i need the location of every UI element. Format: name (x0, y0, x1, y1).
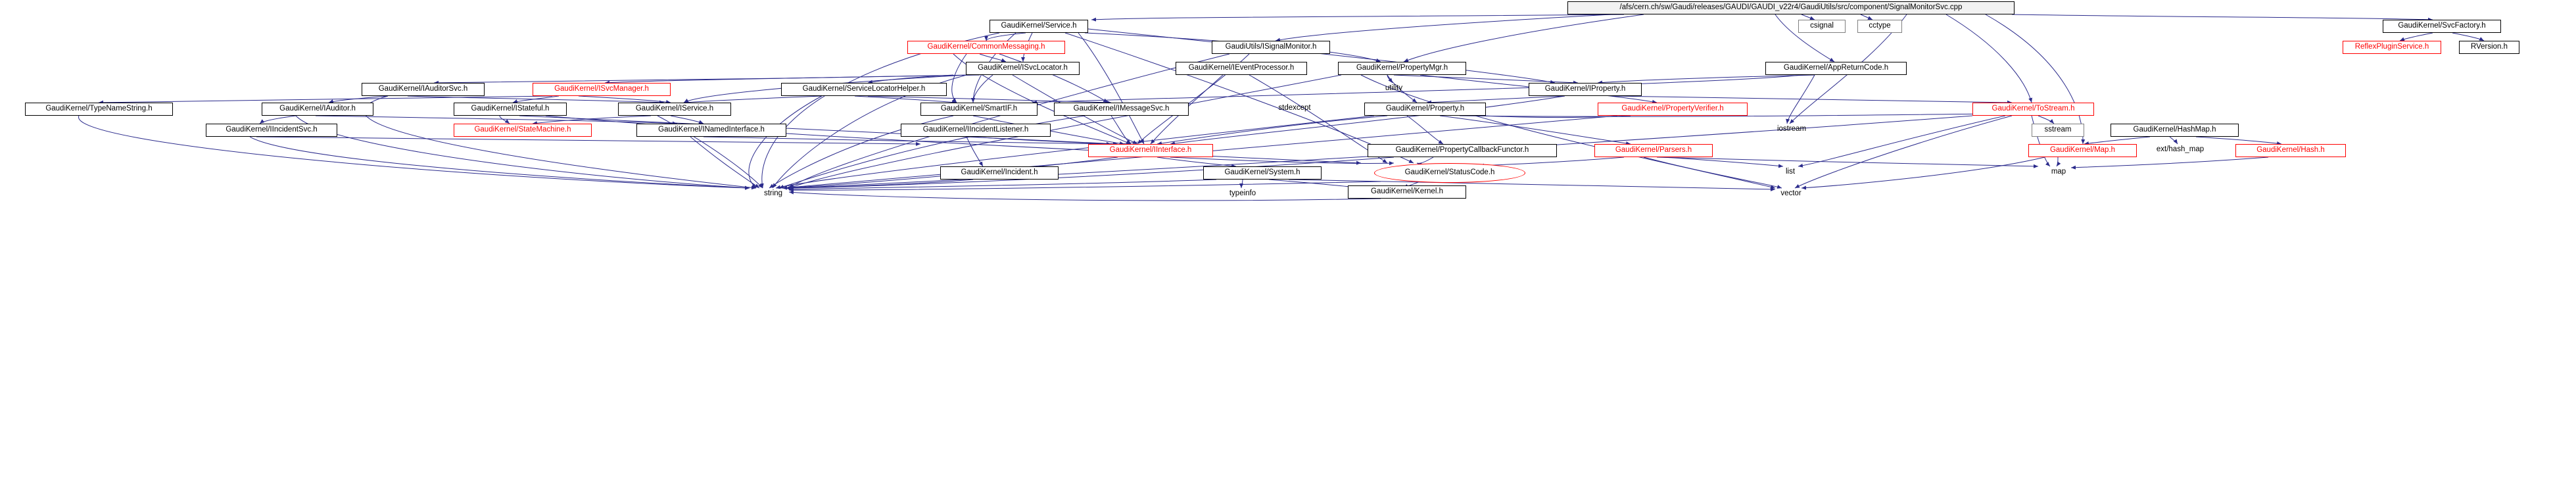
node-label: GaudiKernel/Service.h (1001, 22, 1077, 30)
node-service-h[interactable] (990, 20, 1088, 33)
node-label: string (763, 189, 783, 198)
node-label: ReflexPluginService.h (2354, 43, 2429, 51)
node-stdexcept[interactable] (1269, 103, 1320, 114)
node-label: GaudiKernel/StateMachine.h (474, 126, 571, 134)
node-label: list (1785, 168, 1796, 176)
node-utility[interactable] (1374, 83, 1414, 95)
node-label: GaudiKernel/IIncidentListener.h (922, 126, 1029, 134)
node-label: csignal (1810, 22, 1834, 30)
node-label: GaudiKernel/IService.h (635, 105, 714, 113)
node-label: GaudiKernel/Hash.h (2256, 146, 2325, 155)
node-label: sstream (2044, 126, 2072, 134)
node-label: GaudiUtils/ISignalMonitor.h (1225, 43, 1317, 51)
node-parsers-h[interactable] (1594, 144, 1713, 157)
node-incident-h[interactable] (940, 166, 1059, 180)
node-label: vector (1780, 189, 1801, 198)
node-label: /afs/cern.ch/sw/Gaudi/releases/GAUDI/GAUDI_v22r4/GaudiUtils/src/component/SignalMonitorSvc.cpp (1619, 3, 1963, 12)
node-label: cctype (1869, 22, 1891, 30)
node-label: GaudiKernel/IProperty.h (1544, 85, 1626, 93)
node-label: iostream (1777, 125, 1807, 133)
node-label: GaudiKernel/Kernel.h (1371, 187, 1443, 196)
node-list[interactable] (1775, 166, 1805, 178)
node-iauditor-h[interactable] (262, 103, 373, 116)
node-iproperty-h[interactable] (1529, 83, 1642, 96)
node-iservice-h[interactable] (618, 103, 731, 116)
node-label: GaudiKernel/Map.h (2049, 146, 2116, 155)
node-csignal[interactable] (1798, 20, 1846, 33)
node-propertymgr-h[interactable] (1338, 62, 1466, 75)
node-map[interactable] (2041, 166, 2076, 178)
node-label: GaudiKernel/PropertyCallbackFunctor.h (1395, 146, 1529, 155)
node-label: GaudiKernel/Property.h (1385, 105, 1465, 113)
node-iincidentlistener-h[interactable] (901, 124, 1051, 137)
node-label: GaudiKernel/AppReturnCode.h (1783, 64, 1889, 72)
node-label: GaudiKernel/IStateful.h (471, 105, 550, 113)
node-ieventprocessor-h[interactable] (1176, 62, 1307, 75)
node-istateful-h[interactable] (454, 103, 567, 116)
node-typenamestring-h[interactable] (25, 103, 173, 116)
node-label: map (2051, 168, 2066, 176)
node-statuscode-h[interactable] (1374, 163, 1525, 183)
node-label: GaudiKernel/StatusCode.h (1404, 168, 1495, 177)
node-label: GaudiKernel/ISvcLocator.h (978, 64, 1068, 72)
node-hash-h[interactable] (2235, 144, 2346, 157)
node-label: typeinfo (1229, 189, 1256, 198)
node-label: GaudiKernel/IEventProcessor.h (1188, 64, 1295, 72)
node-label: utility (1385, 84, 1403, 93)
node-label: GaudiKernel/HashMap.h (2133, 126, 2216, 134)
node-svcfactory-h[interactable] (2383, 20, 2501, 33)
node-isignalmonitor-h[interactable] (1212, 41, 1330, 54)
node-hashmap-h[interactable] (2111, 124, 2239, 137)
node-label: RVersion.h (2470, 43, 2508, 51)
node-iinterface-h[interactable] (1088, 144, 1213, 157)
node-label: GaudiKernel/Parsers.h (1615, 146, 1692, 155)
node-map-h[interactable] (2028, 144, 2137, 157)
node-cctype[interactable] (1857, 20, 1902, 33)
node-label: GaudiKernel/IMessageSvc.h (1073, 105, 1170, 113)
node-kernel-h[interactable] (1348, 185, 1466, 199)
node-string[interactable] (755, 188, 792, 200)
node-label: GaudiKernel/IAuditorSvc.h (378, 85, 468, 93)
node-typeinfo[interactable] (1220, 188, 1266, 200)
node-ext-hash-map[interactable] (2150, 144, 2210, 156)
node-propertyverifier-h[interactable] (1598, 103, 1748, 116)
node-label: GaudiKernel/ServiceLocatorHelper.h (802, 85, 926, 93)
node-label: GaudiKernel/SvcFactory.h (2398, 22, 2486, 30)
node-sstream[interactable] (2032, 124, 2084, 137)
node-label: GaudiKernel/IAuditor.h (279, 105, 356, 113)
node-label: GaudiKernel/INamedInterface.h (658, 126, 765, 134)
node-label: GaudiKernel/System.h (1224, 168, 1300, 177)
node-propertycallbackfunctor-h[interactable] (1368, 144, 1557, 157)
node-iauditorsvc-h[interactable] (362, 83, 485, 96)
node-statemachine-h[interactable] (454, 124, 592, 137)
node-property-h[interactable] (1364, 103, 1486, 116)
node-label: GaudiKernel/Incident.h (961, 168, 1038, 177)
node-imessagesvc-h[interactable] (1054, 103, 1189, 116)
node-root-file[interactable] (1567, 1, 2015, 14)
node-label: GaudiKernel/CommonMessaging.h (927, 43, 1045, 51)
node-isvcmanager-h[interactable] (533, 83, 671, 96)
node-label: GaudiKernel/PropertyVerifier.h (1621, 105, 1724, 113)
node-label: GaudiKernel/SmartIF.h (940, 105, 1018, 113)
node-label: GaudiKernel/IInterface.h (1109, 146, 1192, 155)
node-iostream[interactable] (1769, 124, 1815, 135)
node-label: GaudiKernel/ToStream.h (1992, 105, 2075, 113)
node-servicelocatorhelper-h[interactable] (781, 83, 947, 96)
node-label: GaudiKernel/IIncidentSvc.h (226, 126, 318, 134)
node-isvclocator-h[interactable] (966, 62, 1080, 75)
node-iincidentsvc-h[interactable] (206, 124, 337, 137)
node-reflexpluginservice-h[interactable] (2343, 41, 2441, 54)
node-smartif-h[interactable] (920, 103, 1038, 116)
node-label: ext/hash_map (2156, 145, 2205, 154)
node-system-h[interactable] (1203, 166, 1322, 180)
node-tostream-h[interactable] (1972, 103, 2094, 116)
node-label: GaudiKernel/ISvcManager.h (554, 85, 649, 93)
node-label: GaudiKernel/TypeNameString.h (45, 105, 153, 113)
node-commonmessaging-h[interactable] (907, 41, 1065, 54)
node-inamedinterface-h[interactable] (636, 124, 786, 137)
node-rversion-h[interactable] (2459, 41, 2519, 54)
node-appreturncode-h[interactable] (1765, 62, 1907, 75)
node-label: stdexcept (1278, 104, 1311, 112)
node-label: GaudiKernel/PropertyMgr.h (1356, 64, 1448, 72)
node-vector[interactable] (1772, 188, 1810, 200)
